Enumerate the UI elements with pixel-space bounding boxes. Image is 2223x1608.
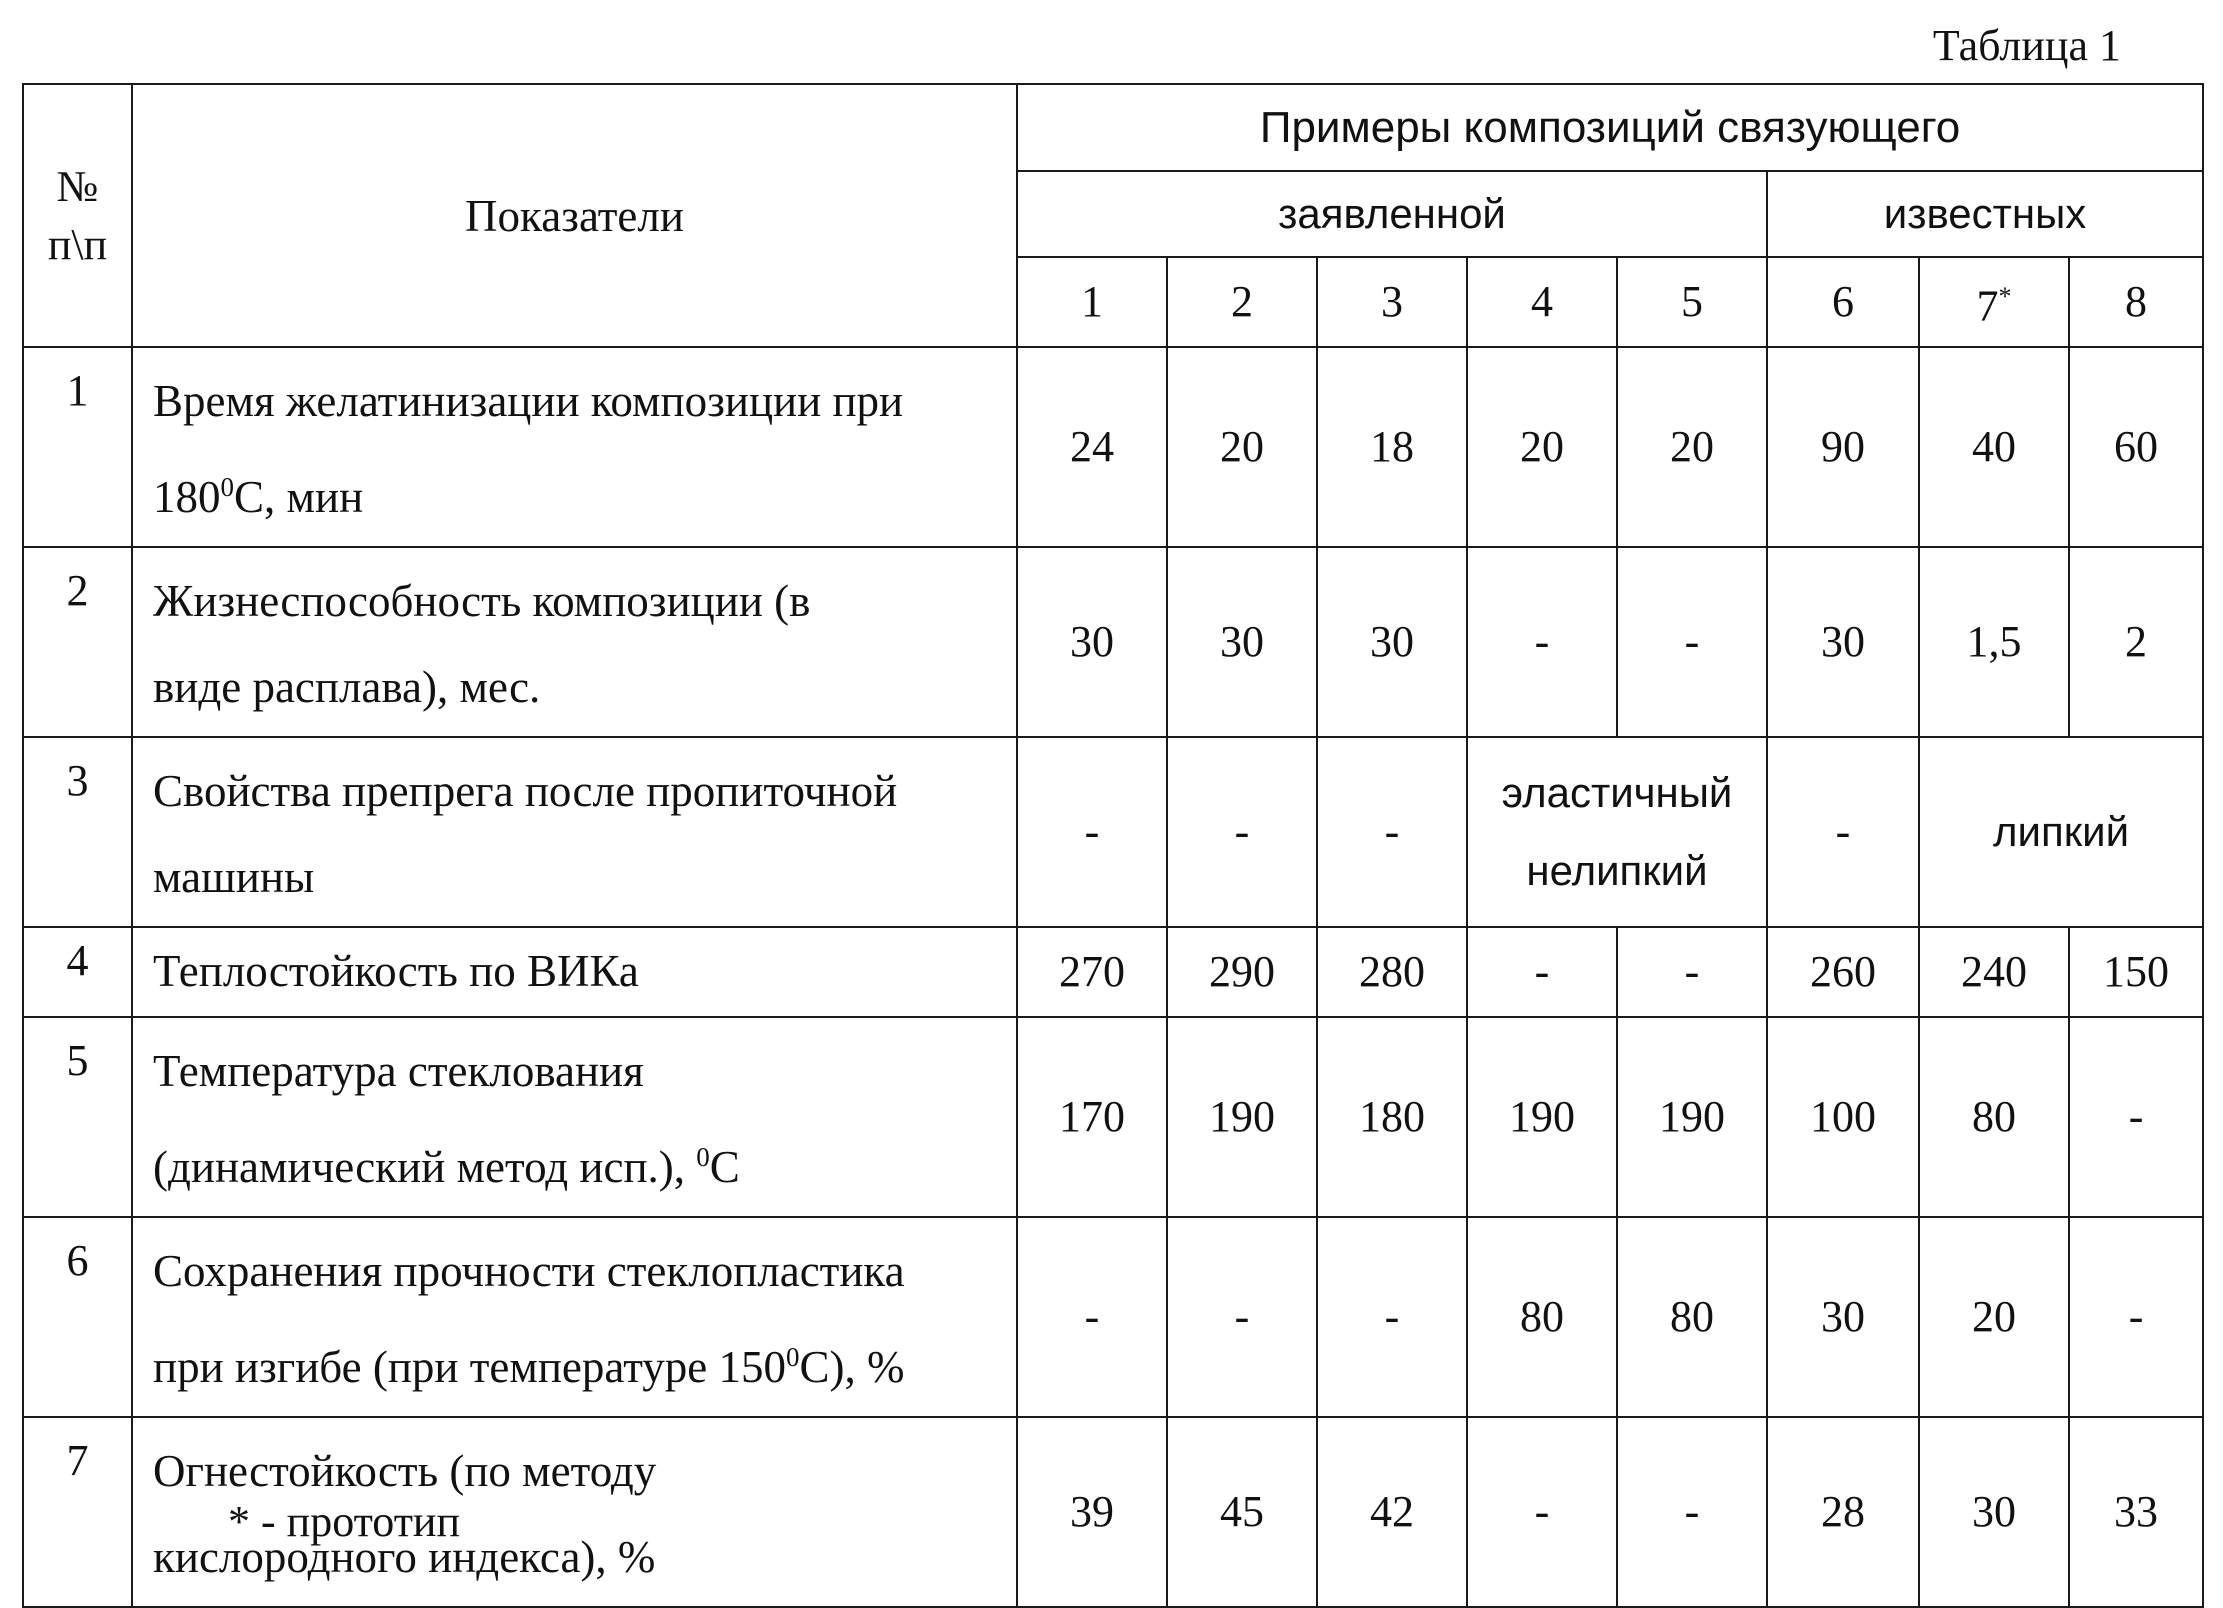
table-caption: Таблица 1	[1933, 18, 2121, 74]
table-cell: -	[1017, 737, 1167, 927]
table-cell: 30	[1317, 547, 1467, 737]
table-cell: -	[2069, 1017, 2203, 1217]
indicator-line: Время желатинизации композиции при	[153, 358, 1006, 444]
row-indicator	[132, 347, 1017, 547]
header-num-label-2: п\п	[24, 216, 131, 274]
indicator-line: Сохранения прочности стеклопластика	[153, 1228, 1006, 1314]
header-indicator-label: Показатели	[132, 84, 1017, 347]
table-cell: 180	[1317, 1017, 1467, 1217]
table-cell: 42	[1317, 1417, 1467, 1607]
table-cell: -	[2069, 1217, 2203, 1417]
row-number: 6	[23, 1217, 132, 1417]
row-number: 2	[23, 547, 132, 737]
column-number: 5	[1617, 257, 1767, 347]
table-cell: 190	[1167, 1017, 1317, 1217]
row-indicator	[132, 1017, 1017, 1217]
table-cell: 28	[1767, 1417, 1919, 1607]
indicator-line: машины	[153, 834, 1006, 920]
table-row	[23, 347, 2203, 547]
table-cell: -	[1017, 1217, 1167, 1417]
table-cell: 30	[1767, 547, 1919, 737]
column-number: 2	[1167, 257, 1317, 347]
table-row	[23, 547, 2203, 737]
table-cell: 60	[2069, 347, 2203, 547]
indicator-line: Огнестойкость (по методу	[153, 1428, 1006, 1514]
column-number-7: 7	[1977, 282, 1999, 331]
header-declared: заявленной	[1017, 171, 1767, 257]
row-indicator	[132, 737, 1017, 927]
table-cell: 24	[1017, 347, 1167, 547]
row-indicator	[132, 547, 1017, 737]
table-cell: -	[1467, 1417, 1617, 1607]
table-row	[23, 1217, 2203, 1417]
table-cell: 80	[1467, 1217, 1617, 1417]
table-cell: 18	[1317, 347, 1467, 547]
table-cell: 20	[1617, 347, 1767, 547]
column-number: 6	[1767, 257, 1919, 347]
header-num-cell	[23, 84, 132, 347]
table-cell: 270	[1017, 927, 1167, 1017]
table-cell: -	[1617, 927, 1767, 1017]
table-cell: 30	[1767, 1217, 1919, 1417]
table-cell: -	[1467, 547, 1617, 737]
indicator-text: при изгибе (при температуре 150	[153, 1342, 786, 1392]
row-indicator	[132, 927, 1017, 1017]
indicator-line: Температура стеклования	[153, 1028, 1006, 1114]
indicator-line: Свойства препрега после пропиточной	[153, 748, 1006, 834]
row-indicator	[132, 1217, 1017, 1417]
row-number: 3	[23, 737, 132, 927]
degree-mark: 0	[221, 472, 235, 502]
table-cell: 20	[1467, 347, 1617, 547]
table-cell: -	[1467, 927, 1617, 1017]
footnote: * - прототип	[228, 1502, 460, 1542]
table-cell: 260	[1767, 927, 1919, 1017]
table-cell: 1,5	[1919, 547, 2069, 737]
row-number: 1	[23, 347, 132, 547]
table-row	[23, 927, 2203, 1017]
indicator-text: С	[710, 1142, 740, 1192]
table-cell: 90	[1767, 347, 1919, 547]
table-row	[23, 737, 2203, 927]
table-cell: 190	[1617, 1017, 1767, 1217]
row-number: 4	[23, 927, 132, 1017]
properties-table	[22, 83, 2204, 1608]
indicator-line	[153, 1114, 1006, 1210]
header-num-label-1: №	[24, 158, 131, 216]
table-cell: 290	[1167, 927, 1317, 1017]
indicator-line: виде расплава), мес.	[153, 644, 1006, 730]
header-known: известных	[1767, 171, 2203, 257]
indicator-line: Теплостойкость по ВИКа	[153, 928, 1006, 1014]
table-cell: 20	[1919, 1217, 2069, 1417]
degree-mark: 0	[786, 1342, 800, 1372]
indicator-line	[153, 444, 1006, 540]
table-cell: -	[1317, 737, 1467, 927]
table-cell: 30	[1167, 547, 1317, 737]
indicator-line	[153, 1314, 1006, 1410]
table-cell: 170	[1017, 1017, 1167, 1217]
row-number: 5	[23, 1017, 132, 1217]
table-cell: -	[1617, 1417, 1767, 1607]
table-cell: 80	[1617, 1217, 1767, 1417]
header-row-1	[23, 84, 2203, 171]
column-number: 8	[2069, 257, 2203, 347]
table-cell: -	[1767, 737, 1919, 927]
table-cell: 45	[1167, 1417, 1317, 1607]
prototype-mark: *	[1999, 282, 2012, 311]
degree-mark: 0	[696, 1142, 710, 1172]
table-cell: 2	[2069, 547, 2203, 737]
merged-cell-elastic	[1467, 737, 1767, 927]
merged-cell-sticky: липкий	[1919, 737, 2203, 927]
indicator-text: (динамический метод исп.),	[153, 1142, 696, 1192]
table-cell: 40	[1919, 347, 2069, 547]
table-cell: 30	[1017, 547, 1167, 737]
column-number: 4	[1467, 257, 1617, 347]
table-cell: -	[1167, 1217, 1317, 1417]
indicator-line: Жизнеспособность композиции (в	[153, 558, 1006, 644]
indicator-line: кислородного индекса), %	[153, 1514, 1006, 1600]
table-cell: 280	[1317, 927, 1467, 1017]
indicator-text: 180	[153, 472, 221, 522]
indicator-text: С, мин	[234, 472, 363, 522]
table-cell: 33	[2069, 1417, 2203, 1607]
table-cell: 240	[1919, 927, 2069, 1017]
table-row	[23, 1017, 2203, 1217]
column-number: 1	[1017, 257, 1167, 347]
header-group-title: Примеры композиций связующего	[1017, 84, 2203, 171]
table-cell: 80	[1919, 1017, 2069, 1217]
table-cell: 30	[1919, 1417, 2069, 1607]
table-cell: 20	[1167, 347, 1317, 547]
table-cell: -	[1617, 547, 1767, 737]
column-number: 3	[1317, 257, 1467, 347]
table-cell: 100	[1767, 1017, 1919, 1217]
table-cell: -	[1167, 737, 1317, 927]
table-cell: 150	[2069, 927, 2203, 1017]
merged-line: нелипкий	[1468, 832, 1766, 910]
table-cell: 190	[1467, 1017, 1617, 1217]
indicator-text: С), %	[800, 1342, 905, 1392]
merged-line: эластичный	[1468, 754, 1766, 832]
row-number: 7	[23, 1417, 132, 1607]
column-number	[1919, 257, 2069, 347]
table-cell: 39	[1017, 1417, 1167, 1607]
table-cell: -	[1317, 1217, 1467, 1417]
